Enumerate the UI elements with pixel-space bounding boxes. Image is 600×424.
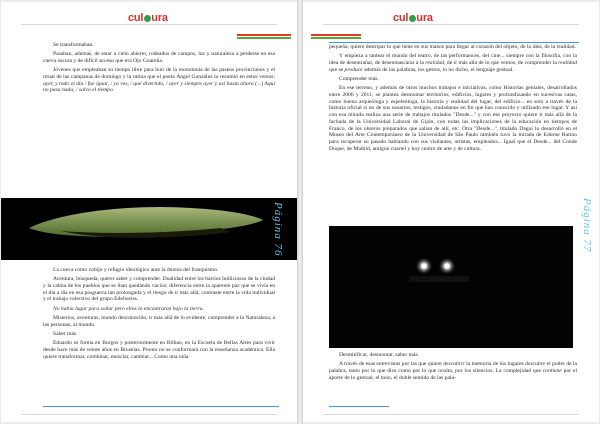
left-page	[1, 2, 297, 422]
logo-dot-icon	[409, 15, 416, 22]
paragraph: Misterios, aventuras, mundo desconocido, ir más allá de lo evidente, comprender a la Naturaleza, a las personas, al mundo.	[43, 315, 275, 328]
paragraph: Eduardo se forma en Burgos y posteriormente en Bilbao, en la Escuela de Bellas Artes para vivir desde hace más de veinte años en Bruselas. Pronto no se conformará con la enseñanza académica. Ella quiere transformar, combinar, mezclar, cambiar... Como una niña	[43, 340, 275, 360]
footer-rule	[21, 414, 277, 415]
emphasis: descubre	[525, 361, 546, 368]
accent-rule-green	[311, 37, 361, 39]
logo-text-suffix: ura	[416, 12, 433, 24]
paragraph-text: , de ir más allá de lo que vemos, de comprender la	[444, 60, 559, 66]
header-rule	[323, 24, 579, 25]
paragraph	[329, 361, 577, 381]
paragraph: Pasaban, además, de estar a cielo abierto, rodeados de campos, luz y naturaleza a perderse en esa cueva oscura y de difícil acceso que era Ojo Guareña.	[43, 51, 275, 64]
paragraph	[329, 53, 577, 73]
paragraph-text: por el aporte de lo gestual, el tono, el doble sentido de las pala-	[329, 368, 577, 381]
paragraph: pequeña, quiere destripar lo que tiene en sus manos para llegar al corazón del objeto, de la idea, de la realidad.	[329, 44, 576, 50]
magazine-logo	[128, 12, 168, 24]
left-text-bottom	[43, 267, 275, 363]
logo-dot-icon	[144, 15, 151, 22]
footer-rule-blue	[43, 406, 279, 407]
paragraph: En ese terreno, y además de otros muchos trabajos e iniciativas, como Historias geniales, desarrollados entre 2006 y 2011, se plantea desmontar territorios, edificios, lugares y profundizando en sucesivas catas, como buena arqueóloga y espeleóloga, la historia y realidad del lugar, del edificio... en solo a través de la historia oficial si no de sus usuarios, testigos, ciudadanos en fin que han conocido y utilizado ese lugar. Y así con esa mirada realiza una serie de trabajos titulados "Desde..." y con ese proyecto quiere ir más allá de la fachada de la Universidad Laboral de Gijón, con todas las implicaciones de la educación en tiempos de Franco, de los obreros preparados que salían de allí, etc. Otra "Desde...", titulado Dagui lo desarrolló en el Museo del Arte Contemporáneo de la Universidad de São Paulo también tuvo la mirada de Edorne Rutino para recuperar su pasado hablando con sus visitantes, artistas, empleados... Igual que el Desde... del Conde Duque, de Madrid, antiguo cuartel y hoy centro de arte y de cultura.	[329, 85, 577, 152]
emphasis: descubrir	[443, 361, 465, 368]
paragraph-text: que se	[329, 66, 345, 73]
cave-opening-image	[1, 198, 297, 260]
emphasis: contiene	[542, 368, 562, 374]
footer-rule-blue	[329, 406, 389, 407]
logo-text-prefix: cul	[128, 12, 144, 24]
paragraph-text: A través de esas entrevistas por las que quiere	[339, 361, 444, 368]
logo-text-suffix: ura	[151, 12, 168, 24]
car-headlights-image	[329, 226, 573, 348]
paragraph: Aventura, búsqueda, querer saber y comprender. Dualidad entre los barrios bulliciosos de la ciudad y la calma de los pueblos que se iban quedando vacíos; diferencia entre la aparente paz que se vivía en el día a día en esa posguerra tan prolongada y el riesgo de ir más allá; contraste entre la vida individual y el trabajo colectivo del grupo Edelweiss.	[43, 276, 275, 303]
accent-rule-red	[237, 34, 291, 36]
right-page	[303, 2, 599, 422]
page-number-label: Página 76	[272, 202, 284, 257]
paragraph: Comprender más.	[339, 76, 379, 82]
right-text-bottom	[329, 352, 577, 384]
paragraph-text: Jóvenes que empleaban su tiempo libre para huir de la monotonía de las paseos provincianos y el ritual de las campanas de domingo y la rutina que el poeta Ángel González lo resumió en estos versos:	[43, 67, 275, 80]
page-number-label: Página 77	[581, 198, 593, 253]
paragraph	[43, 306, 275, 313]
magazine-logo	[393, 12, 433, 24]
emphasis: produce	[344, 66, 363, 73]
paragraph: Se transformaban.	[53, 42, 94, 48]
photo-caption: La cueva como cobijo y refugio ideológico ante la dureza del franquismo.	[53, 267, 219, 273]
logo-text-prefix: cul	[393, 12, 409, 24]
accent-rule-red	[311, 34, 361, 36]
italic-quote: No había lugar para soñar pero ellos lo encontraron bajo la tierra.	[53, 305, 204, 312]
cave-photo	[1, 198, 297, 260]
footer-rule	[323, 414, 579, 415]
right-text-top	[329, 44, 577, 155]
left-text-top	[43, 42, 275, 97]
emphasis: realidad	[425, 60, 445, 66]
night-lights-photo	[329, 226, 573, 348]
paragraph-text: Y empieza a tantear el mundo del teatro, de las performances, del cine... siempre con la filosofía, con la idea de desentrañar, de desenmascarar a la	[329, 53, 577, 66]
emphasis: realidad	[558, 60, 578, 66]
paragraph-text: además de las palabras, los gestos, lo no dicho, el lenguaje gestual.	[362, 66, 514, 73]
paragraph: Saber más.	[53, 331, 78, 337]
poem-quote: ayer, y todo el día / fue igual, / ya ves, / qué divertido, / ayer y siempre ayer y así hasta ahora (...) Aquí no pasa nada, / salvo el tiempo.	[43, 80, 275, 94]
accent-rule-green	[237, 37, 291, 39]
accent-rule-blue	[329, 42, 579, 43]
photo-caption: Desmitificar, desmontar, saber más.	[339, 352, 420, 358]
header-rule	[21, 24, 277, 25]
paragraph-text: la memoria de los lugares	[464, 361, 526, 368]
paragraph-text: el poder de la palabra, tanto por lo que dice como por lo que oculta, por los silencios. La complejidad que	[329, 361, 577, 374]
paragraph	[43, 67, 275, 94]
